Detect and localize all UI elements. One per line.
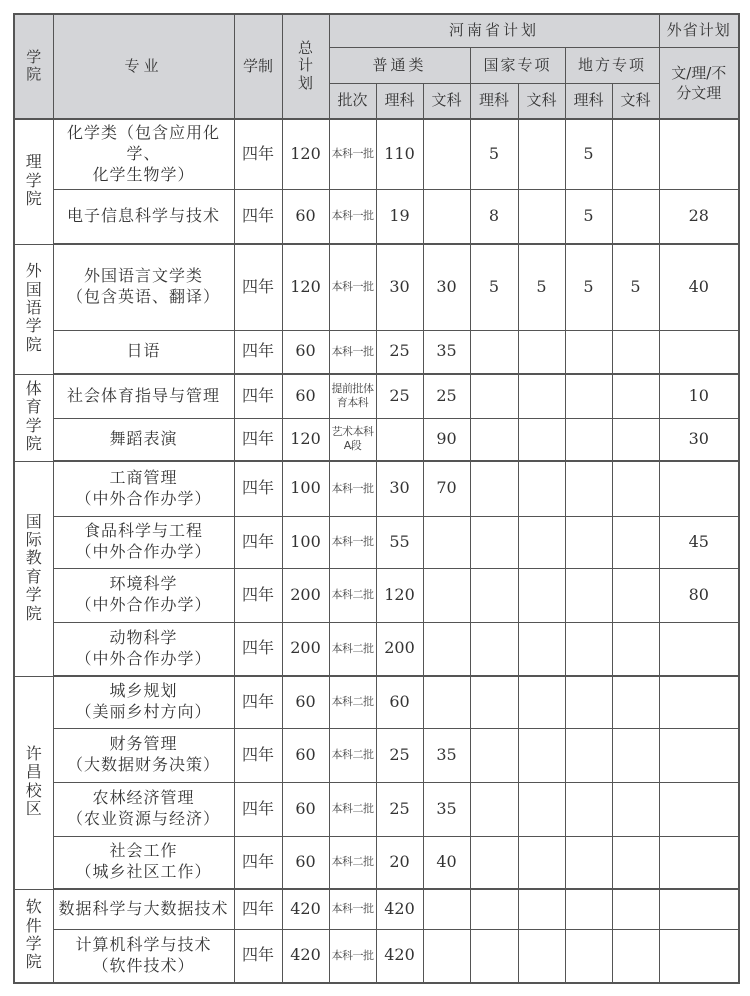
major-name: 城乡规划 (109, 681, 178, 701)
major-cell (53, 244, 234, 330)
duration-cell: 四年 (234, 189, 282, 244)
loc-sci-cell: 5 (565, 189, 612, 244)
total-plan-cell: 60 (282, 189, 329, 244)
college-cell: 许昌校区 (14, 676, 53, 889)
loc-sci-cell (565, 461, 612, 516)
major-cell (53, 622, 234, 676)
duration-cell: 四年 (234, 516, 282, 568)
other-cell (659, 782, 739, 836)
nat-sci-cell: 5 (470, 119, 518, 189)
reg-arts-cell (423, 516, 470, 568)
loc-arts-cell (612, 330, 659, 374)
college-cell: 软件学院 (14, 889, 53, 983)
other-cell (659, 929, 739, 983)
loc-sci-cell: 5 (565, 244, 612, 330)
loc-sci-cell (565, 782, 612, 836)
other-cell: 10 (659, 374, 739, 418)
major-note: （农业资源与经济） (66, 809, 220, 828)
nat-arts-cell (518, 189, 565, 244)
nat-sci-cell (470, 836, 518, 889)
nat-arts-cell (518, 374, 565, 418)
reg-arts-cell (423, 929, 470, 983)
loc-sci-cell (565, 622, 612, 676)
reg-sci-cell: 20 (376, 836, 423, 889)
header-major: 专业 (53, 14, 234, 119)
table-row (14, 119, 739, 189)
duration-cell: 四年 (234, 782, 282, 836)
other-cell: 45 (659, 516, 739, 568)
duration-cell: 四年 (234, 568, 282, 622)
batch-cell: 本科二批 (329, 728, 376, 782)
reg-arts-cell: 90 (423, 418, 470, 461)
other-cell: 80 (659, 568, 739, 622)
table-row (14, 374, 739, 418)
batch-cell: 本科二批 (329, 676, 376, 728)
nat-sci-cell (470, 929, 518, 983)
reg-arts-cell: 35 (423, 728, 470, 782)
nat-arts-cell (518, 461, 565, 516)
duration-cell: 四年 (234, 728, 282, 782)
batch-cell: 提前批体 育本科 (329, 374, 376, 418)
table-row (14, 461, 739, 516)
major-cell (53, 728, 234, 782)
other-cell (659, 836, 739, 889)
table-row (14, 929, 739, 983)
reg-arts-cell: 35 (423, 330, 470, 374)
header-total: 总计划 (282, 14, 329, 119)
major-cell (53, 676, 234, 728)
other-cell: 30 (659, 418, 739, 461)
reg-sci-cell: 55 (376, 516, 423, 568)
major-cell (53, 119, 234, 189)
total-plan-cell: 60 (282, 782, 329, 836)
nat-arts-cell (518, 516, 565, 568)
duration-cell: 四年 (234, 119, 282, 189)
nat-arts-cell (518, 929, 565, 983)
major-note: （城乡社区工作） (75, 862, 212, 882)
college-cell: 理学院 (14, 119, 53, 244)
total-plan-cell: 420 (282, 889, 329, 929)
nat-arts-cell (518, 836, 565, 889)
major-note: （软件技术） (92, 955, 195, 975)
nat-arts-cell (518, 889, 565, 929)
reg-arts-cell: 35 (423, 782, 470, 836)
batch-cell: 本科一批 (329, 244, 376, 330)
reg-sci-cell: 110 (376, 119, 423, 189)
batch-cell: 本科一批 (329, 189, 376, 244)
reg-sci-cell: 25 (376, 728, 423, 782)
reg-arts-cell (423, 189, 470, 244)
batch-cell: 本科一批 (329, 119, 376, 189)
header-batch: 批次 (329, 84, 376, 120)
major-note: （中外合作办学） (75, 488, 212, 508)
major-cell (53, 374, 234, 418)
header-national-arts: 文科 (518, 84, 565, 120)
header-regular-science: 理科 (376, 84, 423, 120)
loc-arts-cell (612, 929, 659, 983)
major-name: 财务管理 (109, 734, 178, 754)
table-row (14, 244, 739, 330)
batch-cell: 本科二批 (329, 622, 376, 676)
major-note: （中外合作办学） (75, 542, 212, 561)
total-plan-cell: 200 (282, 568, 329, 622)
nat-sci-cell (470, 418, 518, 461)
other-cell: 28 (659, 189, 739, 244)
table-body (14, 119, 739, 983)
major-note: （中外合作办学） (75, 648, 212, 668)
nat-sci-cell (470, 728, 518, 782)
total-plan-cell: 60 (282, 374, 329, 418)
table-row (14, 568, 739, 622)
nat-sci-cell (470, 374, 518, 418)
loc-sci-cell (565, 676, 612, 728)
nat-sci-cell: 5 (470, 244, 518, 330)
loc-arts-cell (612, 568, 659, 622)
reg-arts-cell (423, 676, 470, 728)
duration-cell: 四年 (234, 889, 282, 929)
loc-sci-cell (565, 374, 612, 418)
batch-cell: 本科一批 (329, 330, 376, 374)
duration-cell: 四年 (234, 418, 282, 461)
loc-sci-cell: 5 (565, 119, 612, 189)
nat-sci-cell (470, 782, 518, 836)
table-row (14, 782, 739, 836)
nat-arts-cell (518, 330, 565, 374)
duration-cell: 四年 (234, 836, 282, 889)
nat-arts-cell (518, 119, 565, 189)
header-local-special: 地方专项 (565, 48, 659, 84)
major-cell (53, 836, 234, 889)
nat-arts-cell (518, 622, 565, 676)
nat-sci-cell (470, 676, 518, 728)
loc-sci-cell (565, 728, 612, 782)
other-cell (659, 119, 739, 189)
loc-sci-cell (565, 330, 612, 374)
loc-sci-cell (565, 568, 612, 622)
loc-arts-cell (612, 836, 659, 889)
loc-arts-cell (612, 889, 659, 929)
table-row (14, 330, 739, 374)
major-name: 工商管理 (109, 467, 178, 487)
nat-sci-cell (470, 461, 518, 516)
major-cell (53, 189, 234, 244)
duration-cell: 四年 (234, 461, 282, 516)
header-regular-arts: 文科 (423, 84, 470, 120)
batch-cell: 本科一批 (329, 929, 376, 983)
total-plan-cell: 120 (282, 244, 329, 330)
total-plan-cell: 200 (282, 622, 329, 676)
total-plan-cell: 100 (282, 461, 329, 516)
batch-cell: 本科一批 (329, 461, 376, 516)
loc-arts-cell (612, 622, 659, 676)
loc-arts-cell (612, 119, 659, 189)
nat-arts-cell (518, 418, 565, 461)
loc-arts-cell (612, 676, 659, 728)
major-name: 环境科学 (109, 574, 178, 594)
header-national-science: 理科 (470, 84, 518, 120)
reg-sci-cell: 200 (376, 622, 423, 676)
loc-arts-cell (612, 374, 659, 418)
duration-cell: 四年 (234, 622, 282, 676)
loc-sci-cell (565, 836, 612, 889)
college-cell: 外国语学院 (14, 244, 53, 374)
major-name: 日语 (126, 341, 161, 361)
loc-sci-cell (565, 516, 612, 568)
other-cell (659, 461, 739, 516)
reg-sci-cell: 19 (376, 189, 423, 244)
nat-sci-cell (470, 568, 518, 622)
major-name: 计算机科学与技术 (75, 934, 212, 954)
major-name: 化学类（包含应用化学、 (66, 123, 220, 163)
batch-cell: 本科一批 (329, 516, 376, 568)
batch-cell: 艺术本科 A段 (329, 418, 376, 461)
total-plan-cell: 60 (282, 728, 329, 782)
major-name: 数据科学与大数据技术 (58, 898, 229, 918)
other-cell (659, 728, 739, 782)
other-cell: 40 (659, 244, 739, 330)
nat-sci-cell (470, 516, 518, 568)
total-plan-cell: 120 (282, 119, 329, 189)
major-cell (53, 330, 234, 374)
batch-cell: 本科二批 (329, 782, 376, 836)
duration-cell: 四年 (234, 244, 282, 330)
table-row (14, 516, 739, 568)
duration-cell: 四年 (234, 374, 282, 418)
table-row (14, 676, 739, 728)
loc-sci-cell (565, 929, 612, 983)
table-row (14, 836, 739, 889)
total-plan-cell: 420 (282, 929, 329, 983)
reg-sci-cell: 25 (376, 330, 423, 374)
header-college: 学院 (14, 14, 53, 119)
header-local-science: 理科 (565, 84, 612, 120)
reg-arts-cell: 40 (423, 836, 470, 889)
major-cell (53, 889, 234, 929)
college-cell: 体育学院 (14, 374, 53, 461)
reg-arts-cell (423, 622, 470, 676)
major-cell (53, 461, 234, 516)
nat-arts-cell (518, 728, 565, 782)
total-plan-cell: 60 (282, 676, 329, 728)
table-row (14, 189, 739, 244)
table-row (14, 622, 739, 676)
table-row (14, 418, 739, 461)
duration-cell: 四年 (234, 929, 282, 983)
nat-sci-cell: 8 (470, 189, 518, 244)
reg-sci-cell: 30 (376, 461, 423, 516)
nat-sci-cell (470, 330, 518, 374)
other-cell (659, 676, 739, 728)
total-plan-cell: 120 (282, 418, 329, 461)
total-plan-cell: 100 (282, 516, 329, 568)
loc-arts-cell (612, 418, 659, 461)
major-name: 动物科学 (109, 627, 178, 647)
major-name: 电子信息科学与技术 (66, 205, 220, 225)
loc-arts-cell (612, 461, 659, 516)
major-cell (53, 418, 234, 461)
major-note: 化学生物学） (92, 164, 195, 184)
major-cell (53, 516, 234, 568)
header-henan-plan: 河南省计划 (329, 14, 659, 48)
nat-arts-cell (518, 568, 565, 622)
other-cell (659, 330, 739, 374)
major-name: 舞蹈表演 (109, 428, 178, 448)
other-cell (659, 622, 739, 676)
loc-sci-cell (565, 889, 612, 929)
reg-arts-cell: 25 (423, 374, 470, 418)
nat-sci-cell (470, 889, 518, 929)
loc-sci-cell (565, 418, 612, 461)
reg-arts-cell: 30 (423, 244, 470, 330)
table-row (14, 889, 739, 929)
reg-sci-cell (376, 418, 423, 461)
major-name: 农林经济管理 (92, 788, 195, 808)
reg-sci-cell: 60 (376, 676, 423, 728)
batch-cell: 本科二批 (329, 836, 376, 889)
duration-cell: 四年 (234, 330, 282, 374)
major-cell (53, 568, 234, 622)
reg-sci-cell: 25 (376, 782, 423, 836)
reg-sci-cell: 25 (376, 374, 423, 418)
nat-arts-cell (518, 782, 565, 836)
nat-sci-cell (470, 622, 518, 676)
total-plan-cell: 60 (282, 330, 329, 374)
major-name: 食品科学与工程 (83, 521, 203, 541)
table-header (14, 14, 739, 119)
reg-sci-cell: 420 (376, 889, 423, 929)
table-row (14, 728, 739, 782)
header-duration: 学制 (234, 14, 282, 119)
reg-arts-cell (423, 889, 470, 929)
header-regular: 普通类 (329, 48, 470, 84)
major-cell (53, 782, 234, 836)
header-other-subject: 文/理/不分文理 (659, 48, 739, 120)
batch-cell: 本科一批 (329, 889, 376, 929)
major-note: （大数据财务决策） (66, 755, 220, 774)
college-cell: 国际教育学院 (14, 461, 53, 676)
reg-sci-cell: 30 (376, 244, 423, 330)
loc-arts-cell (612, 189, 659, 244)
loc-arts-cell (612, 728, 659, 782)
major-name: 社会体育指导与管理 (66, 385, 220, 405)
reg-sci-cell: 420 (376, 929, 423, 983)
reg-arts-cell (423, 119, 470, 189)
enrollment-plan-table (13, 13, 740, 984)
major-name: 外国语言文学类 (83, 266, 203, 286)
reg-arts-cell: 70 (423, 461, 470, 516)
loc-arts-cell (612, 516, 659, 568)
other-cell (659, 889, 739, 929)
duration-cell: 四年 (234, 676, 282, 728)
major-note: （包含英语、翻译） (66, 287, 220, 307)
major-note: （中外合作办学） (75, 595, 212, 614)
reg-arts-cell (423, 568, 470, 622)
major-note: （美丽乡村方向） (75, 702, 212, 722)
reg-sci-cell: 120 (376, 568, 423, 622)
loc-arts-cell (612, 782, 659, 836)
major-name: 社会工作 (109, 841, 178, 861)
header-national-special: 国家专项 (470, 48, 565, 84)
nat-arts-cell (518, 676, 565, 728)
header-local-arts: 文科 (612, 84, 659, 120)
nat-arts-cell: 5 (518, 244, 565, 330)
major-cell (53, 929, 234, 983)
header-other-province-plan: 外省计划 (659, 14, 739, 48)
total-plan-cell: 60 (282, 836, 329, 889)
loc-arts-cell: 5 (612, 244, 659, 330)
batch-cell: 本科二批 (329, 568, 376, 622)
